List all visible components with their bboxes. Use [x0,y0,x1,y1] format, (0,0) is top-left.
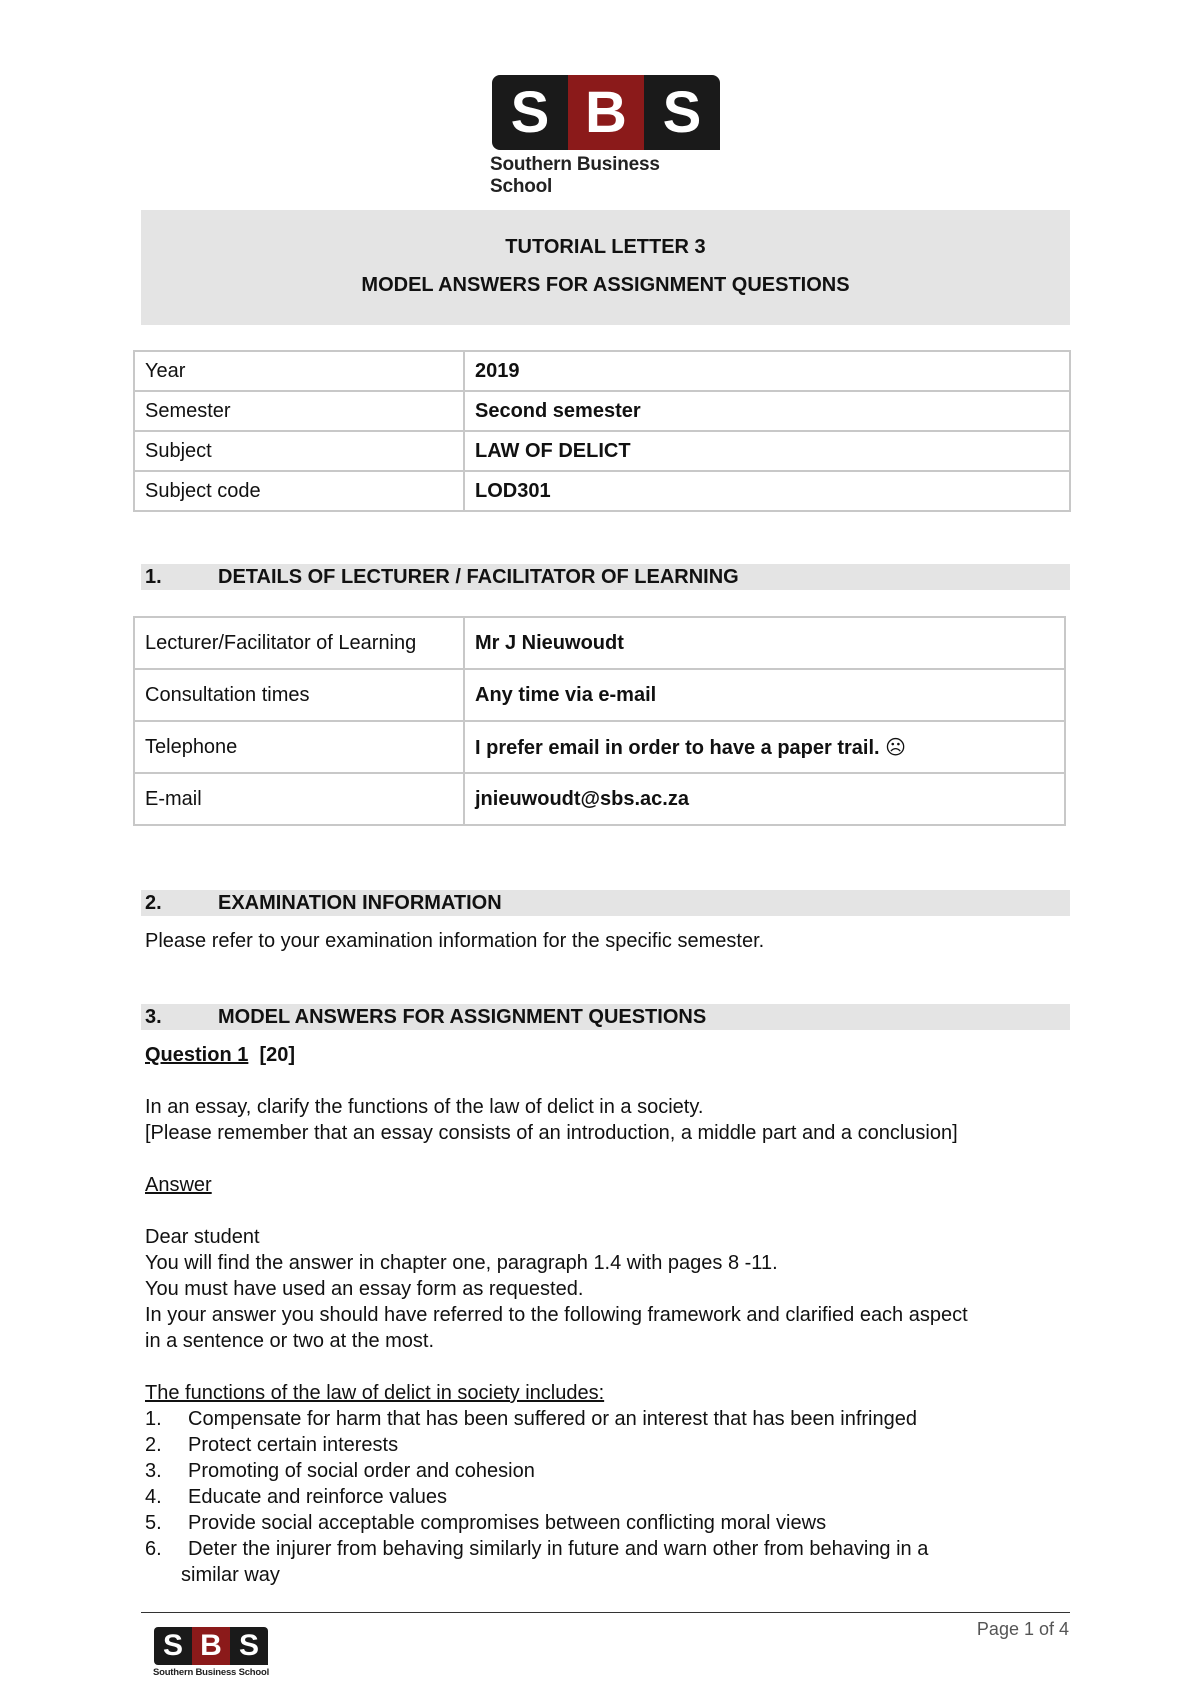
table-row [134,617,1065,669]
detail-value: I prefer email in order to have a paper trail. ☹ [464,721,1065,773]
info-value: LOD301 [464,471,1070,511]
logo-letter-boxes [492,75,720,150]
list-text: Compensate for harm that has been suffered or an interest that has been infringed [188,1408,917,1430]
list-text: similar way [181,1564,280,1586]
subject-info-table [133,350,1071,512]
question-heading [145,1042,295,1068]
sbs-logo [490,75,722,198]
list-item-continuation [145,1562,928,1588]
list-number: 2. [145,1434,162,1456]
info-value: LAW OF DELICT [464,431,1070,471]
header-title: TUTORIAL LETTER 3 [505,236,706,258]
footer-logo-letter-b: B [192,1627,230,1665]
footer-logo-letter-boxes [154,1627,268,1665]
section-number: 3. [145,1006,162,1028]
list-number: 6. [145,1538,162,1560]
footer-divider [141,1612,1070,1613]
info-label: Subject [134,431,464,471]
footer-logo-letter-s1: S [154,1627,192,1665]
list-number: 4. [145,1486,162,1508]
info-label: Subject code [134,471,464,511]
question-marks: [20] [259,1044,296,1066]
list-item [145,1458,928,1484]
table-row [134,391,1070,431]
list-item [145,1536,928,1562]
footer-logo-school-name: Southern Business School [152,1667,270,1678]
table-row [134,471,1070,511]
question-text: In an essay, clarify the functions of the law of delict in a society. [145,1096,704,1118]
section-title: MODEL ANSWERS FOR ASSIGNMENT QUESTIONS [218,1006,707,1028]
question-note: [Please remember that an essay consists of an introduction, a middle part and a conclusion] [145,1122,958,1144]
info-label: Year [134,351,464,391]
answer-line: Dear student [145,1226,260,1248]
list-item [145,1510,928,1536]
functions-heading: The functions of the law of delict in society includes: [145,1382,605,1404]
section-1-heading [141,564,1070,590]
page-number: Page 1 of 4 [976,1619,1069,1639]
logo-letter-b: B [568,75,644,150]
table-row [134,431,1070,471]
table-row [134,773,1065,825]
footer-sbs-logo [152,1627,270,1678]
list-text: Provide social acceptable compromises between conflicting moral views [188,1512,827,1534]
section-number: 1. [145,566,162,588]
detail-value: Any time via e-mail [464,669,1065,721]
list-text: Deter the injurer from behaving similarly in future and warn other from behaving in a [188,1538,929,1560]
footer-logo-letter-s2: S [230,1627,268,1665]
logo-letter-s2: S [644,75,720,150]
table-row [134,721,1065,773]
detail-label: Consultation times [134,669,464,721]
section-number: 2. [145,892,162,914]
logo-school-name: Southern Business School [490,154,660,197]
list-text: Promoting of social order and cohesion [188,1460,535,1482]
info-label: Semester [134,391,464,431]
list-text: Protect certain interests [188,1434,399,1456]
list-item [145,1406,928,1432]
list-text: Educate and reinforce values [188,1486,448,1508]
list-number: 5. [145,1512,162,1534]
detail-label: E-mail [134,773,464,825]
list-item [145,1484,928,1510]
info-value: 2019 [464,351,1070,391]
tutorial-letter-header [141,210,1070,325]
answer-line: In your answer you should have referred to the following framework and clarified each aspect [145,1304,968,1326]
answer-line: You will find the answer in chapter one, paragraph 1.4 with pages 8 -11. [145,1252,778,1274]
answer-line: You must have used an essay form as requested. [145,1278,584,1300]
info-value: Second semester [464,391,1070,431]
answer-label: Answer [145,1174,212,1196]
section-2-heading [141,890,1070,916]
list-number: 1. [145,1408,162,1430]
header-subtitle: MODEL ANSWERS FOR ASSIGNMENT QUESTIONS [361,274,850,296]
logo-letter-s1: S [492,75,568,150]
detail-label: Lecturer/Facilitator of Learning [134,617,464,669]
question-label: Question 1 [145,1044,249,1066]
table-row [134,669,1065,721]
functions-list [145,1406,928,1588]
detail-value: Mr J Nieuwoudt [464,617,1065,669]
list-item [145,1432,928,1458]
detail-label: Telephone [134,721,464,773]
exam-info-text: Please refer to your examination information for the specific semester. [145,930,765,952]
email-link[interactable]: jnieuwoudt@sbs.ac.za [464,773,1065,825]
list-number: 3. [145,1460,162,1482]
lecturer-details-table [133,616,1066,826]
table-row [134,351,1070,391]
section-3-heading [141,1004,1070,1030]
section-title: DETAILS OF LECTURER / FACILITATOR OF LEARNING [218,566,739,588]
answer-line: in a sentence or two at the most. [145,1330,435,1352]
section-title: EXAMINATION INFORMATION [218,892,502,914]
